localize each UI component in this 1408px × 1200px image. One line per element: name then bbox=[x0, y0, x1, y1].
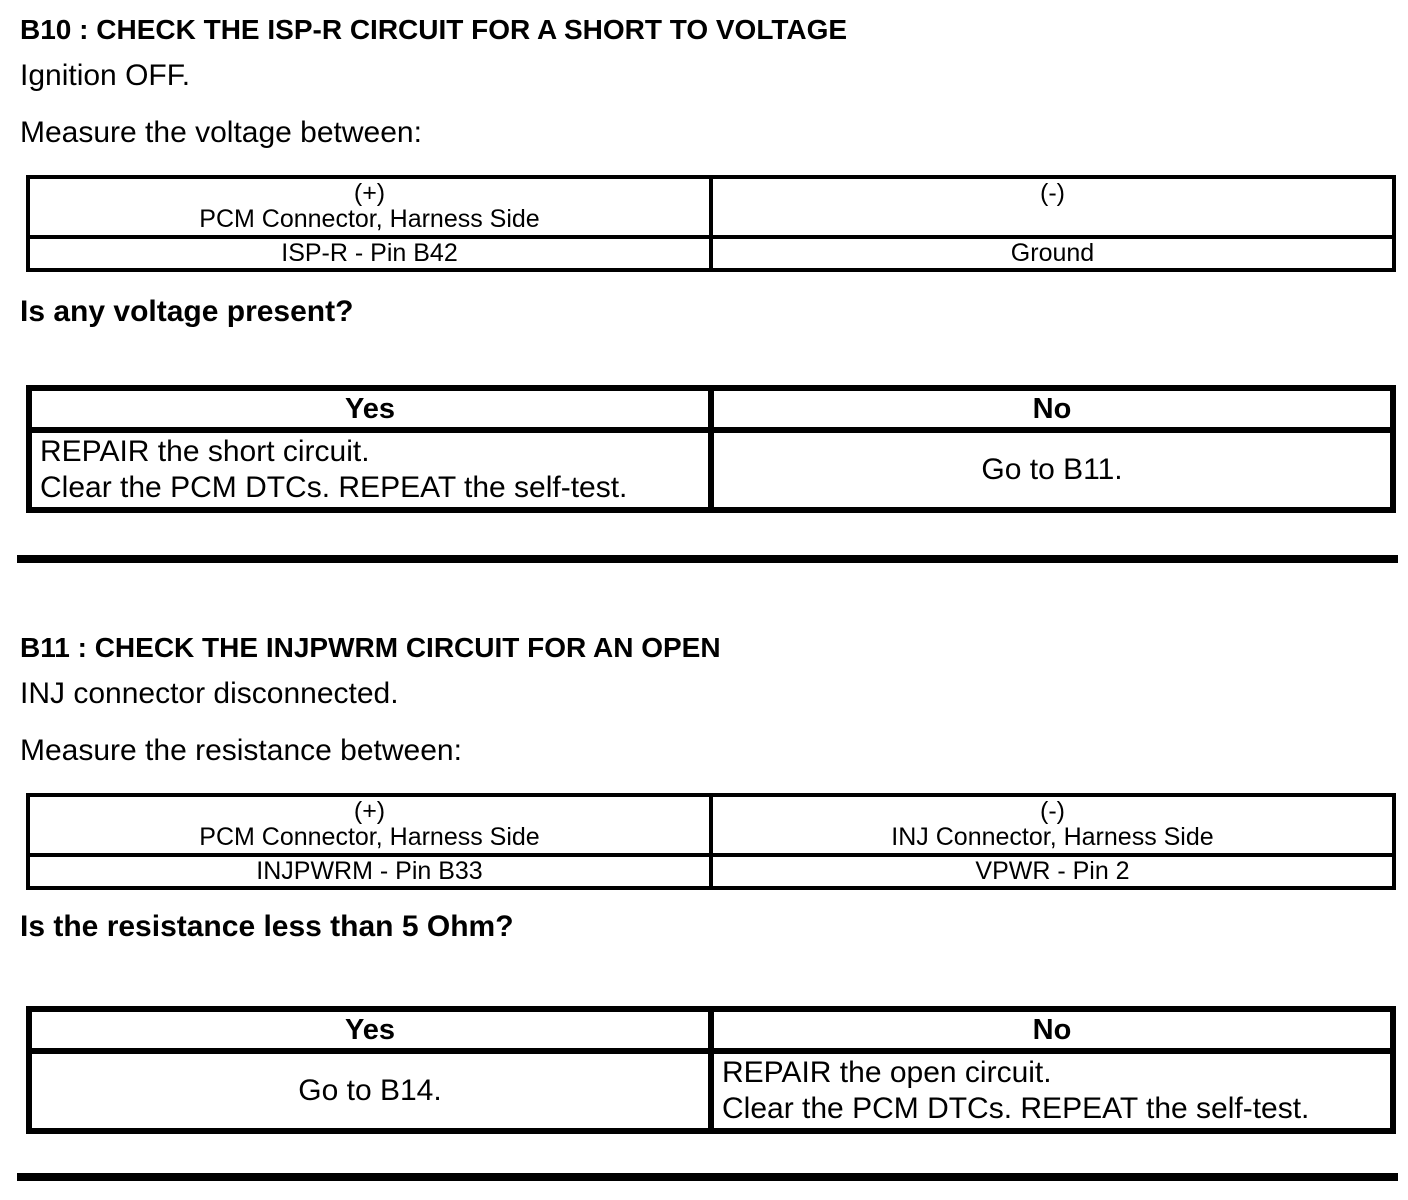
section-heading: B10 : CHECK THE ISP-R CIRCUIT FOR A SHORT TO VOLTAGE bbox=[20, 14, 848, 45]
decision-table bbox=[26, 1006, 1396, 1134]
table-row bbox=[28, 795, 1394, 855]
section-divider-rule bbox=[17, 555, 1398, 563]
action-line: Clear the PCM DTCs. REPEAT the self-test. bbox=[722, 1092, 1310, 1125]
action-line: REPAIR the open circuit. bbox=[722, 1056, 1052, 1089]
no-header: No bbox=[711, 1009, 1393, 1051]
polarity-sign: (+) bbox=[353, 797, 386, 825]
connector-label: PCM Connector, Harness Side bbox=[199, 205, 540, 233]
page-bottom-rule bbox=[17, 1173, 1398, 1181]
action-line: Go to B11. bbox=[981, 453, 1123, 486]
table-row bbox=[28, 237, 1394, 270]
action-line: Clear the PCM DTCs. REPEAT the self-test. bbox=[40, 471, 628, 504]
no-action-cell bbox=[711, 430, 1393, 510]
step-text: Measure the resistance between: bbox=[20, 734, 462, 767]
yes-action-cell bbox=[29, 430, 711, 510]
measure-pin-positive: ISP-R - Pin B42 bbox=[28, 237, 711, 270]
action-line: REPAIR the short circuit. bbox=[40, 435, 370, 468]
polarity-sign: (-) bbox=[1040, 797, 1065, 825]
measure-pin-positive: INJPWRM - Pin B33 bbox=[28, 855, 711, 888]
measure-header-negative bbox=[711, 177, 1394, 237]
section-b10 bbox=[20, 14, 1396, 513]
table-row bbox=[28, 177, 1394, 237]
table-row bbox=[29, 388, 1393, 430]
yes-header: Yes bbox=[29, 1009, 711, 1051]
section-b11 bbox=[20, 632, 1396, 1134]
measure-pin-negative: Ground bbox=[711, 237, 1394, 270]
no-header: No bbox=[711, 388, 1393, 430]
decision-table bbox=[26, 385, 1396, 513]
action-line: Go to B14. bbox=[298, 1074, 442, 1107]
yes-header: Yes bbox=[29, 388, 711, 430]
table-row bbox=[29, 1009, 1393, 1051]
step-text: Measure the voltage between: bbox=[20, 116, 422, 149]
measure-header-negative bbox=[711, 795, 1394, 855]
connector-label: INJ Connector, Harness Side bbox=[891, 823, 1214, 851]
polarity-sign: (-) bbox=[1040, 179, 1065, 207]
measure-header-positive bbox=[28, 177, 711, 237]
question-text: Is the resistance less than 5 Ohm? bbox=[20, 910, 514, 943]
step-text: INJ connector disconnected. bbox=[20, 677, 399, 710]
measurement-table bbox=[26, 793, 1396, 890]
table-row bbox=[29, 430, 1393, 510]
question-text: Is any voltage present? bbox=[20, 295, 354, 328]
measure-header-positive bbox=[28, 795, 711, 855]
section-heading: B11 : CHECK THE INJPWRM CIRCUIT FOR AN OPEN bbox=[20, 632, 721, 663]
step-text: Ignition OFF. bbox=[20, 59, 191, 92]
table-row bbox=[28, 855, 1394, 888]
measure-pin-negative: VPWR - Pin 2 bbox=[711, 855, 1394, 888]
polarity-sign: (+) bbox=[353, 179, 386, 207]
measurement-table bbox=[26, 175, 1396, 272]
table-row bbox=[29, 1051, 1393, 1131]
yes-action-cell bbox=[29, 1051, 711, 1131]
no-action-cell bbox=[711, 1051, 1393, 1131]
connector-label: PCM Connector, Harness Side bbox=[199, 823, 540, 851]
